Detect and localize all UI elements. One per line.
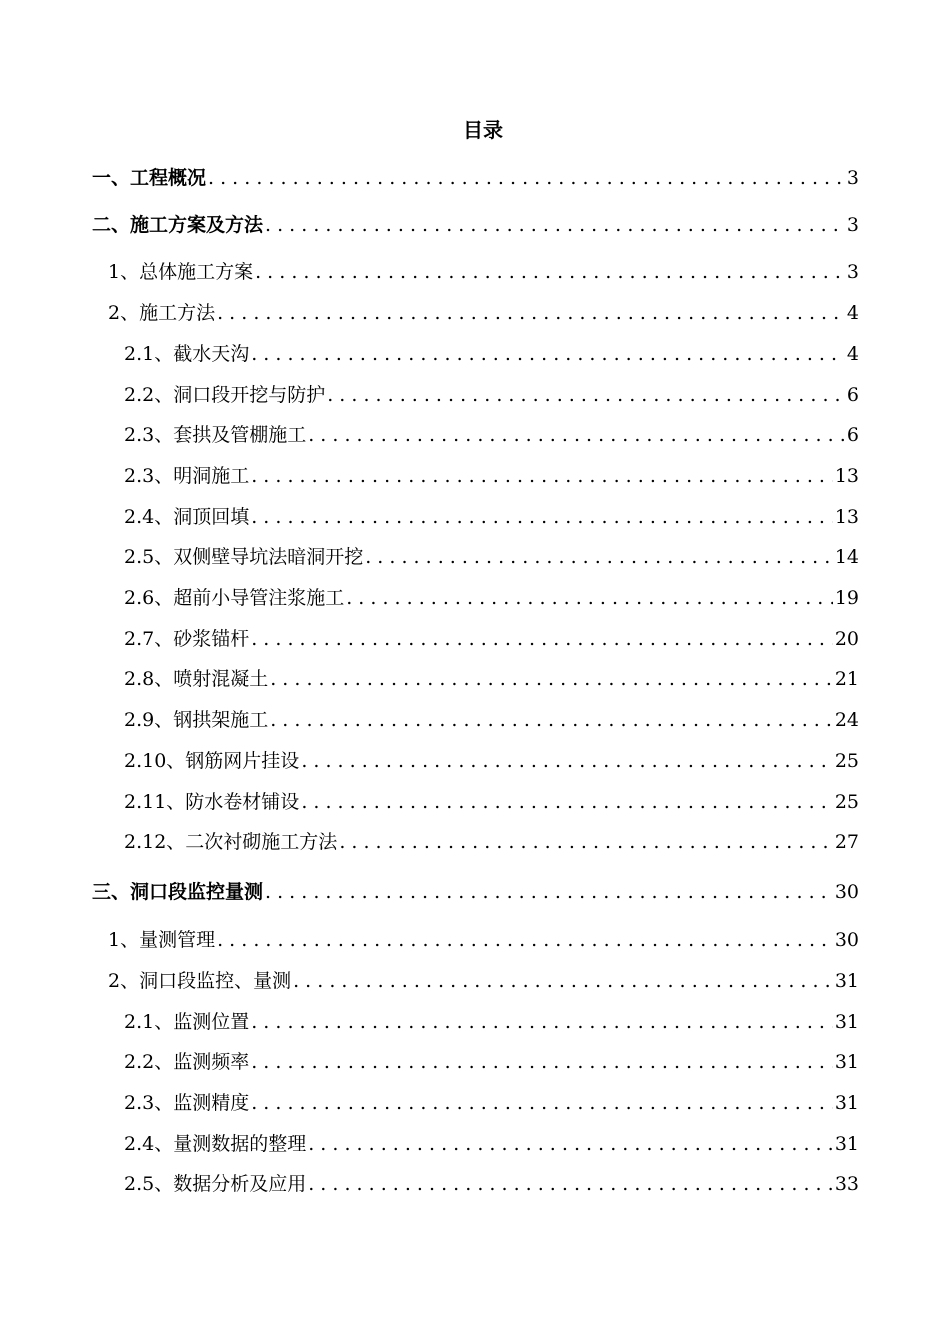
toc-entry-text: 2.3、套拱及管棚施工	[124, 424, 307, 446]
toc-dot-leader	[208, 165, 845, 191]
toc-dot-leader	[346, 585, 833, 611]
toc-entry-text: 二、施工方案及方法	[92, 214, 264, 236]
toc-entry-text: 2、洞口段监控、量测	[108, 970, 292, 992]
toc-dot-leader	[308, 422, 845, 448]
toc-page-number: 21	[834, 668, 859, 690]
toc-entry-text: 1、量测管理	[108, 929, 216, 951]
toc-dot-leader	[301, 748, 833, 774]
toc-entry[interactable]	[124, 1049, 859, 1075]
toc-page-number: 30	[834, 929, 859, 951]
toc-dot-leader	[251, 504, 833, 530]
toc-entry[interactable]	[124, 626, 859, 652]
toc-entry-text: 2.12、二次衬砌施工方法	[124, 831, 338, 853]
toc-page-number: 3	[846, 261, 859, 283]
toc-entry-text: 2.4、量测数据的整理	[124, 1133, 307, 1155]
toc-dot-leader	[251, 463, 833, 489]
toc-entry-text: 2.7、砂浆锚杆	[124, 628, 250, 650]
toc-entry[interactable]	[108, 300, 859, 326]
toc-entry[interactable]	[124, 789, 859, 815]
toc-page-number: 31	[834, 970, 859, 992]
toc-page-number: 30	[834, 881, 859, 903]
toc-entry-text: 2.2、洞口段开挖与防护	[124, 384, 326, 406]
toc-page-number: 31	[834, 1092, 859, 1114]
toc-entry-text: 2.4、洞顶回填	[124, 506, 250, 528]
toc-entry[interactable]	[124, 341, 859, 367]
toc-dot-leader	[217, 300, 845, 326]
toc-dot-leader	[265, 879, 833, 905]
toc-page-number: 6	[846, 424, 859, 446]
toc-page-number: 24	[834, 709, 859, 731]
toc-entry[interactable]	[124, 544, 859, 570]
toc-page-number: 14	[834, 546, 859, 568]
toc-entry-text: 2.1、截水天沟	[124, 343, 250, 365]
toc-entry-text: 2.3、明洞施工	[124, 465, 250, 487]
toc-entry[interactable]	[124, 707, 859, 733]
toc-entry-text: 2.2、监测频率	[124, 1051, 250, 1073]
toc-entry-text: 2.1、监测位置	[124, 1011, 250, 1033]
toc-entry-text: 2.11、防水卷材铺设	[124, 791, 300, 813]
toc-entry[interactable]	[124, 748, 859, 774]
toc-entry-text: 2.6、超前小导管注浆施工	[124, 587, 345, 609]
toc-dot-leader	[270, 707, 833, 733]
toc-dot-leader	[293, 968, 833, 994]
toc-entry[interactable]	[124, 382, 859, 408]
toc-entry[interactable]	[124, 1009, 859, 1035]
toc-dot-leader	[308, 1131, 833, 1157]
toc-entry-text: 2.8、喷射混凝土	[124, 668, 269, 690]
toc-page-number: 3	[846, 167, 859, 189]
toc-dot-leader	[251, 626, 833, 652]
toc-entry[interactable]	[124, 1131, 859, 1157]
toc-page-number: 33	[834, 1173, 859, 1195]
toc-entry-text: 2.5、双侧壁导坑法暗洞开挖	[124, 546, 364, 568]
toc-dot-leader	[301, 789, 833, 815]
toc-dot-leader	[251, 1009, 833, 1035]
toc-entry[interactable]	[108, 968, 859, 994]
toc-entry-text: 2.9、钢拱架施工	[124, 709, 269, 731]
toc-page-number: 19	[834, 587, 859, 609]
toc-dot-leader	[251, 1049, 833, 1075]
toc-page-number: 27	[834, 831, 859, 853]
toc-dot-leader	[365, 544, 833, 570]
toc-page-number: 25	[834, 750, 859, 772]
toc-page-number: 3	[846, 214, 859, 236]
toc-title: 目录	[463, 118, 503, 142]
toc-page-number: 31	[834, 1133, 859, 1155]
toc-entry[interactable]	[124, 504, 859, 530]
toc-entry-text: 2、施工方法	[108, 302, 216, 324]
toc-dot-leader	[339, 829, 833, 855]
toc-entry-text: 一、工程概况	[92, 167, 207, 189]
toc-entry[interactable]	[108, 927, 859, 953]
toc-dot-leader	[327, 382, 845, 408]
toc-page-number: 25	[834, 791, 859, 813]
toc-page-number: 4	[846, 343, 859, 365]
toc-dot-leader	[255, 259, 845, 285]
toc-page-number: 13	[834, 465, 859, 487]
toc-dot-leader	[265, 212, 845, 238]
toc-entry[interactable]	[124, 463, 859, 489]
toc-dot-leader	[217, 927, 833, 953]
toc-page-number: 20	[834, 628, 859, 650]
toc-page-number: 31	[834, 1011, 859, 1033]
toc-dot-leader	[251, 341, 845, 367]
toc-entry-text: 2.5、数据分析及应用	[124, 1173, 307, 1195]
toc-entry[interactable]	[124, 666, 859, 692]
toc-page-number: 4	[846, 302, 859, 324]
toc-entry-text: 1、总体施工方案	[108, 261, 254, 283]
toc-entry[interactable]	[124, 1171, 859, 1197]
toc-entry[interactable]	[124, 585, 859, 611]
toc-page-number: 31	[834, 1051, 859, 1073]
toc-dot-leader	[270, 666, 833, 692]
toc-entry-text: 2.3、监测精度	[124, 1092, 250, 1114]
toc-page-number: 13	[834, 506, 859, 528]
toc-entry[interactable]	[124, 829, 859, 855]
toc-entry-text: 三、洞口段监控量测	[92, 881, 264, 903]
toc-page-number: 6	[846, 384, 859, 406]
toc-dot-leader	[308, 1171, 833, 1197]
toc-entry[interactable]	[92, 879, 859, 905]
toc-entry[interactable]	[124, 1090, 859, 1116]
toc-entry[interactable]	[124, 422, 859, 448]
toc-entry[interactable]	[92, 212, 859, 238]
toc-entry-text: 2.10、钢筋网片挂设	[124, 750, 300, 772]
toc-dot-leader	[251, 1090, 833, 1116]
toc-entry[interactable]	[92, 165, 859, 191]
toc-entry[interactable]	[108, 259, 859, 285]
